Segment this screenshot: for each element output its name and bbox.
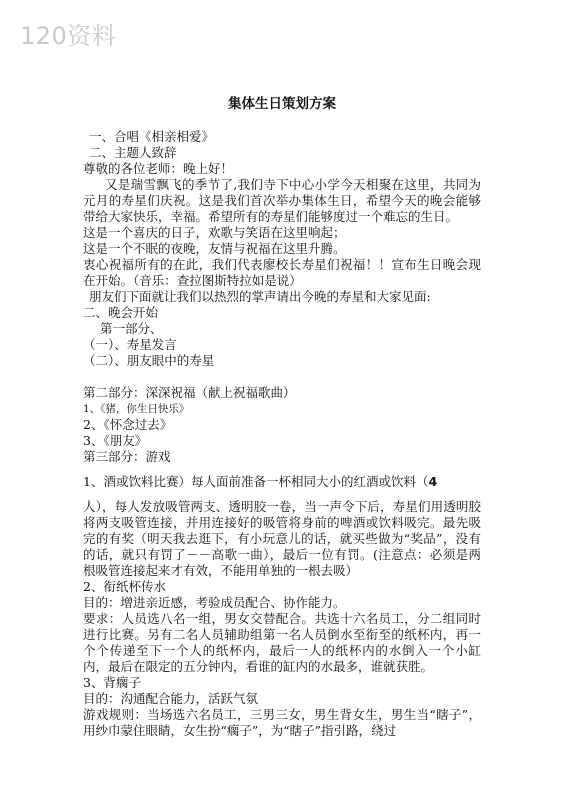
part-one-item-1: （一）、寿星发言 <box>83 337 177 352</box>
part-one-heading: 第一部分、 <box>100 321 163 336</box>
section-party-start: 二、晚会开始 <box>83 305 159 320</box>
greeting: 尊敬的各位老师：晚上好！ <box>83 161 234 176</box>
game-2-requirements: 要求：人员选八名一组，男女交替配合。共选十六名员工，分二组同时进行比赛。另有二名人员辅助组第一名人员倒水至衔至的纸杯内，再一个个传递至下一个人的纸杯内，最后一人的纸杯内的水倒入一个小缸内，最后在限定的五分钟内，看谁的缸内的水最多，谁就获胜。 <box>83 611 481 674</box>
speech-paragraph-1: 又是瑞雪飘飞的季节了,我们寺下中心小学今天相聚在这里，共同为元月的寿星们庆祝。这是我们首次举办集体生日，希望今天的晚会能够带给大家快乐，幸福。希望所有的寿星们能够度过一个难忘的生日。 <box>83 177 481 224</box>
document-title: 集体生日策划方案 <box>228 96 336 112</box>
document-body <box>83 92 481 739</box>
song-1: 1、《猪，你生日快乐》 <box>83 403 190 415</box>
speech-paragraph-2: 衷心祝福所有的在此，我们代表廖校长寿星们祝福！！宣布生日晚会现在开始。（音乐：查拉图斯特拉如是说） <box>83 257 481 288</box>
game-1-description: 人），每人发放吸管两支、透明胶一卷，当一声令下后，寿星们用透明胶将两支吸管连接，并用连接好的吸管将身前的啤酒或饮料吸完。最先吸完的有奖（明天我去逛下，有小玩意儿的话，就买些做为“奖品”，没有的话，就只有罚了－－高歌一曲），最后一位有罚。(注意点：必须是两根吸管连接起来才有效，不能用单独的一根去吸） <box>83 499 481 578</box>
speech-line-2: 这是一个不眠的夜晚，友情与祝福在这里升腾。 <box>83 241 346 256</box>
program-item-host-speech: 二、主题人致辞 <box>89 145 177 160</box>
part-one-item-2: （二）、朋友眼中的寿星 <box>83 353 215 368</box>
part-two-heading: 第二部分：深深祝福（献上祝福歌曲） <box>83 385 296 400</box>
watermark: 120资料 <box>20 22 117 50</box>
speech-paragraph-3: 朋友们下面就让我们以热烈的掌声请出今晚的寿星和大家见面: <box>89 289 431 304</box>
program-item-chorus: 一、合唱《相亲相爱》 <box>89 129 215 144</box>
song-2: 2、《怀念过去》 <box>83 417 173 432</box>
game-2-purpose: 目的：增进亲近感，考验成员配合、协作能力。 <box>83 595 346 610</box>
speech-line-1: 这是一个喜庆的日子，欢歌与笑语在这里响起； <box>83 225 346 240</box>
game-3-purpose: 目的：沟通配合能力，活跃气氛 <box>83 691 259 706</box>
part-three-heading: 第三部分：游戏 <box>83 449 171 464</box>
song-3: 3、《朋友》 <box>83 433 148 448</box>
game-1-heading: 1、酒或饮料比赛）每人面前准备一杯相同大小的红酒或饮料（4 <box>83 474 438 489</box>
game-3-heading: 3、背瘸子 <box>83 675 141 690</box>
game-3-rules: 游戏规则：当场选六名员工，三男三女，男生背女生，男生当“瞎子”，用纱巾蒙住眼睛，女生扮“瘸子”，为“瞎子”指引路，绕过 <box>83 707 481 738</box>
game-2-heading: 2、衔纸杯传水 <box>83 579 166 594</box>
